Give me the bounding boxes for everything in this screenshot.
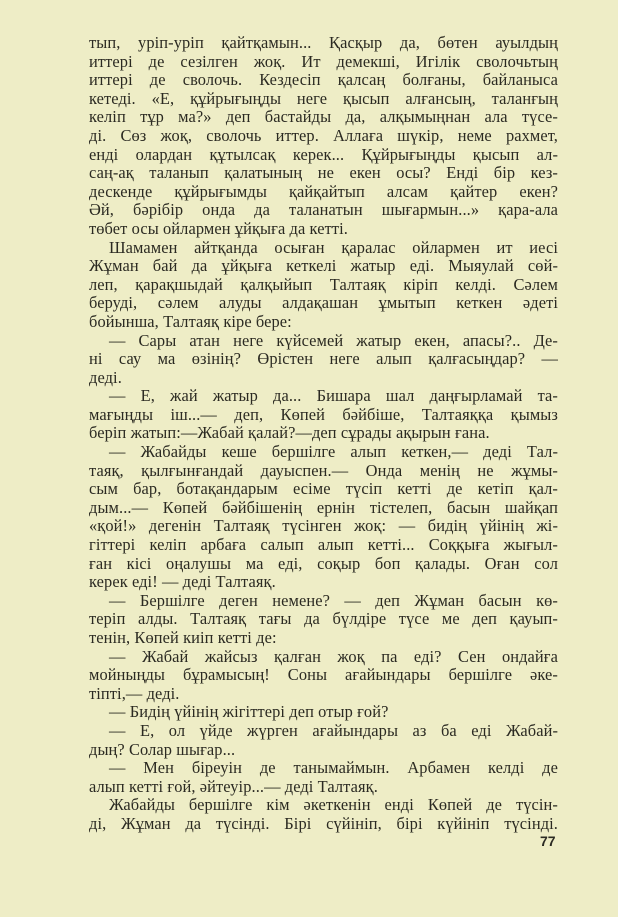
text-line: — Е, жай жатыр да... Бишара шал даңғырламай та- bbox=[109, 386, 558, 406]
text-line: бойынша, Талтаяқ кіре бере: bbox=[89, 311, 292, 331]
text-line: саң-ақ таланып қалатының не екен осы? Енді бір кез- bbox=[89, 163, 558, 183]
text-line: — Жабай жайсыз қалған жоқ па еді? Сен ондайға bbox=[109, 646, 558, 666]
text-line: — Жабайды кеше бершілге алып кеткен,— деді Тал- bbox=[109, 442, 558, 462]
text-line: мойныңды бұрамысың! Соны ағайындары бершілге әке- bbox=[89, 665, 558, 685]
text-line: сым бар, ботақандарым есіме түсіп кетті де кетіп қал- bbox=[89, 479, 558, 499]
text-line: таяқ, қылғынғандай дауыспен.— Онда менің не жұмы- bbox=[89, 460, 558, 480]
text-line: мағыңды іш...— деп, Көпей бәйбіше, Талтаяққа қымыз bbox=[89, 404, 558, 424]
text-line: — Бидің үйінің жігіттері деп отыр ғой? bbox=[109, 702, 389, 722]
text-line: теріп алды. Талтаяқ тағы да бүлдіре түсе ме деп қауып- bbox=[89, 609, 558, 629]
paragraph bbox=[89, 796, 558, 833]
text-line: Әй, бәрібір онда да таланатын шығармын...» қара-ала bbox=[89, 200, 558, 220]
text-line: тып, уріп-уріп қайтқамын... Қасқыр да, бөтен ауылдың bbox=[89, 33, 558, 52]
paragraph bbox=[89, 239, 558, 332]
text-line: иттері де сезілген жоқ. Ит демекші, Игілік сволочьтың bbox=[89, 51, 558, 71]
text-line: иттері де сволочь. Кездесіп қалсаң болғаны, байланыса bbox=[89, 70, 558, 90]
text-line: Жұман бай да ұйқыға кеткелі жатыр еді. Мыяулай сөй- bbox=[89, 256, 558, 276]
text-line: — Бершілге деген немене? — деп Жұман басын кө- bbox=[109, 590, 558, 610]
text-line: Шамамен айтқанда осыған қаралас ойлармен ит иесі bbox=[109, 237, 558, 257]
paragraph bbox=[89, 443, 558, 592]
text-line: деді. bbox=[89, 367, 122, 387]
text-line: — Мен біреуін де танымаймын. Арбамен келді де bbox=[109, 758, 558, 778]
text-line: — Сары атан неге күйсемей жатыр екен, апасы?.. Де- bbox=[109, 330, 558, 350]
page-number: 77 bbox=[540, 833, 556, 849]
text-line: енді олардан құтылсақ керек... Құйрығыңды қысып ал- bbox=[89, 144, 558, 164]
paragraph bbox=[89, 703, 558, 722]
book-page-text bbox=[89, 34, 558, 834]
text-line: төбет осы ойлармен ұйқыға да кетті. bbox=[89, 218, 348, 238]
paragraph bbox=[89, 648, 558, 704]
text-line: Жабайды бершілге кім әкеткенін енді Көпей де түсін- bbox=[109, 795, 558, 815]
paragraph bbox=[89, 759, 558, 796]
text-line: келіп тұр ма?» деп бастайды да, алқымыңнан ала түсе- bbox=[89, 107, 558, 127]
text-line: алып кетті ғой, әйтеуір...— деді Талтаяқ. bbox=[89, 776, 378, 796]
text-line: беріп жатып:—Жабай қалай?—деп сұрады ақырын ғана. bbox=[89, 423, 490, 443]
paragraph bbox=[89, 722, 558, 759]
text-line: дың? Солар шығар... bbox=[89, 739, 236, 759]
text-line: ған кісі оңалушы ма еді, соқыр боп қалады. Оған сол bbox=[89, 553, 558, 573]
text-line: тенін, Көпей киіп кетті де: bbox=[89, 628, 277, 647]
text-line: — Е, ол үйде жүрген ағайындары аз ба еді Жабай- bbox=[109, 720, 558, 740]
paragraph bbox=[89, 332, 558, 388]
text-line: дым...— Көпей бәйбішенің ернін тістелеп, басын шайқап bbox=[89, 497, 558, 517]
text-line: дескенде құйрығымды қайқайтып алсам қайтер екен? bbox=[89, 181, 558, 201]
text-line: кетеді. «Е, құйрығыңды неге қысып алғансың, таланғың bbox=[89, 88, 558, 108]
text-line: керек еді! — деді Талтаяқ. bbox=[89, 572, 276, 592]
paragraph bbox=[89, 592, 558, 648]
text-line: тіпті,— деді. bbox=[89, 683, 180, 703]
text-line: «қой!» дегенін Талтаяқ түсінген жоқ: — бидің үйінің жі- bbox=[89, 516, 558, 536]
text-line: ді, Жұман да түсінді. Бірі сүйініп, бірі күйініп түсінді. bbox=[89, 813, 558, 833]
text-line: ні сау ма өзінің? Өрістен неге алып қалғасыңдар? — bbox=[89, 349, 558, 369]
text-line: беруді, сәлем алуды алдақашан ұмытып кеткен әдеті bbox=[89, 293, 558, 313]
text-line: гіттері келіп арбаға салып алып кетті... Соққыға жығыл- bbox=[89, 535, 558, 555]
paragraph bbox=[89, 387, 558, 443]
paragraph bbox=[89, 34, 558, 239]
text-line: леп, қарақшыдай қалқыйып Талтаяқ кіріп келді. Сәлем bbox=[89, 274, 558, 294]
text-line: ді. Сөз жоқ, сволочь иттер. Аллаға шүкір, неме рахмет, bbox=[89, 125, 558, 145]
